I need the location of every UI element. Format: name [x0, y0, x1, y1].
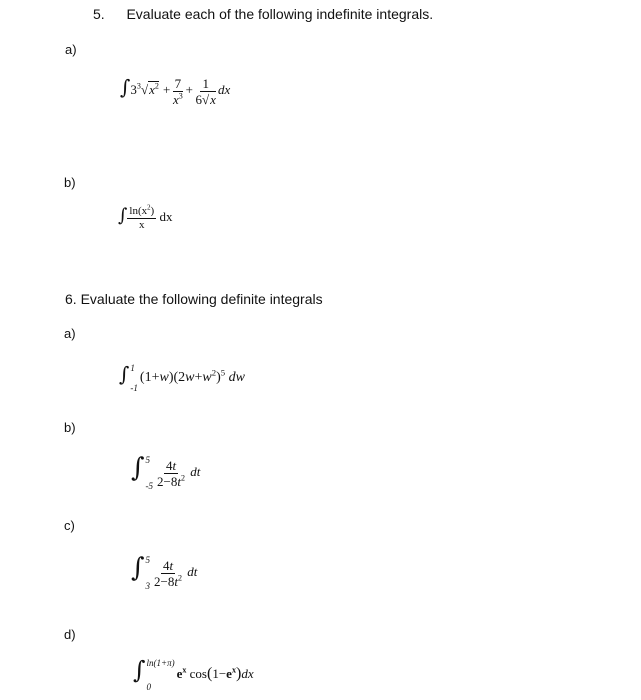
- question-5-text: Evaluate each of the following indefinite integrals.: [126, 6, 434, 22]
- q6-part-a-integral: ∫ 1 -1 $(1+w)(2w+w^2)^5$ dw: [119, 362, 245, 393]
- question-5-number: 5.: [93, 6, 105, 22]
- q5-part-a-integral: $\int 3^3√x^2$ + $\frac{7}{x^3}$ + $\frac{1}{6√x}$ dx: [120, 75, 231, 107]
- q6-part-a-label: a): [64, 326, 76, 341]
- q6-part-d-label: d): [64, 627, 76, 642]
- q5-part-b-integral: ∫ $\frac{\ln(x^2)}{x}$ dx: [118, 203, 173, 231]
- question-6-number: 6.: [65, 291, 77, 307]
- q6-part-c-integral: ∫ 5 3 $\frac{4t}{2-8t^2}$ dt: [131, 553, 198, 592]
- q6-part-b-integral: ∫ 5 -5 $\frac{4t}{2-8t^2}$ dt: [131, 453, 201, 492]
- q6-b-lower-limit: -5: [145, 481, 154, 492]
- q6-part-b-label: b): [64, 420, 76, 435]
- q5-part-b-label: b): [64, 175, 76, 190]
- q6-d-lower-limit: 0: [146, 682, 152, 693]
- q6-part-c-label: c): [64, 518, 75, 533]
- question-6-heading: [65, 291, 323, 307]
- q6-c-lower-limit: 3: [145, 581, 151, 592]
- q6-d-upper-limit: ln(1+π): [146, 658, 175, 669]
- question-6-text: Evaluate the following definite integrals: [80, 291, 323, 307]
- q6-b-upper-limit: 5: [145, 455, 151, 466]
- q6-c-upper-limit: 5: [145, 555, 151, 566]
- question-5-heading: [93, 6, 433, 22]
- q6-part-d-integral: ∫ ln(1+π) 0 $e^x$ $\cos(1-e^x)dx$: [133, 656, 254, 693]
- q6-a-lower-limit: -1: [130, 382, 138, 393]
- q6-a-upper-limit: 1: [130, 362, 135, 373]
- q5-part-a-label: a): [65, 42, 77, 57]
